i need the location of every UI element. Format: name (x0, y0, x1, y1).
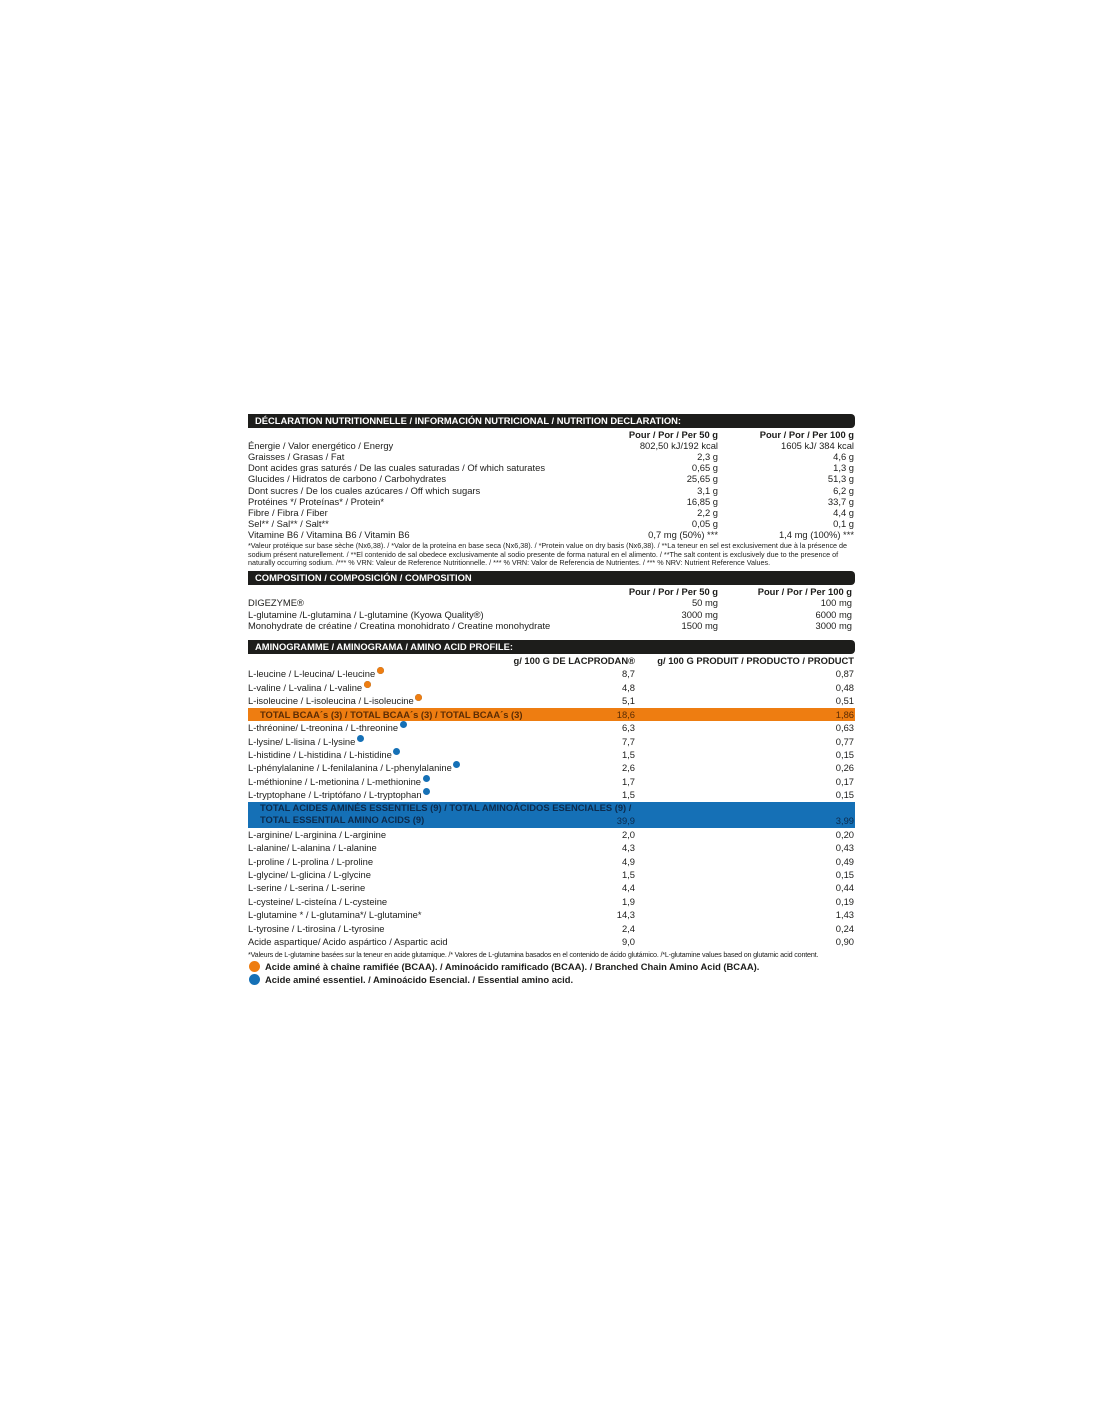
row-value-2: 0,24 (835, 922, 854, 934)
row-label: L-glycine/ L-glicina / L-glycine (248, 869, 371, 881)
table-row (248, 681, 855, 694)
row-value-1: 3000 mg (681, 608, 718, 620)
row-label: L-phénylalanine / L-fenilalanina / L-phenylalanine (248, 761, 452, 774)
row-value-1: 5,1 (621, 695, 635, 707)
row-label: Dont acides gras saturés / De las cuales saturadas / Of which saturates (248, 462, 546, 474)
row-label: L-arginine/ L-arginina / L-arginine (248, 828, 387, 840)
total-bcaa-row (248, 708, 855, 721)
row-value-2: 0,48 (835, 681, 854, 693)
row-value-2: 0,44 (835, 882, 854, 894)
row-value-2: 4,6 g (833, 451, 854, 463)
row-label: L-cysteine/ L-cisteína / L-cysteine (248, 895, 388, 907)
row-value-1: 3,1 g (697, 484, 718, 496)
row-value-1: 1,5 (621, 748, 635, 760)
row-value-1: 0,65 g (691, 462, 718, 474)
row-value-2: 6000 mg (815, 608, 852, 620)
legend-bcaa (248, 960, 855, 973)
composition-rows (248, 597, 855, 631)
nutrition-label (248, 414, 855, 986)
row-value-2: 0,15 (835, 748, 854, 760)
row-value-2: 3000 mg (815, 619, 852, 631)
row-label: L-tryptophane / L-triptófano / L-tryptophan (248, 788, 422, 801)
row-value-2: 0,77 (835, 735, 854, 747)
composition-column-headers (248, 585, 855, 597)
row-label: TOTAL ACIDES AMINÉS ESSENTIELS (9) / TOTAL AMINOÁCIDOS ESENCIALES (9) / TOTAL ESSENTIAL AMINO ACIDS (9) (260, 801, 632, 826)
row-value-1: 7,7 (621, 735, 635, 747)
row-value-1: 1500 mg (681, 619, 718, 631)
row-value-1: 1,5 (621, 789, 635, 801)
row-label: Dont sucres / De los cuales azúcares / Off which sugars (248, 484, 481, 496)
row-value-2: 4,4 g (833, 506, 854, 518)
table-row (248, 895, 855, 908)
row-value-2: 0,17 (835, 775, 854, 787)
row-value-2: 0,90 (835, 936, 854, 948)
row-label: L-méthionine / L-metionina / L-methionine (248, 775, 421, 788)
orange-dot-icon (249, 961, 260, 972)
nutrition-footnote: *Valeur protéique sur base sèche (Nx6,38). / *Valor de la proteína en base seca (Nx6,38). / *Protein value on dry basis (Nx6,38). / **La teneur en sel est exclusivement due à la présence de sodium présent naturellement. / **El contenido de sal obedece exclusivamente al sodio presente de forma natural en el alimento. / **The salt content is exclusively due to the presence of naturally occurring sodium. /*** % VRN: Valeur de Reference Nutritionnelle. / *** % VRN: Valor de Referencia de Nutrientes. / *** % NRV: Nutrient Reference Values. (248, 541, 848, 567)
row-value-2: 0,26 (835, 762, 854, 774)
row-label: Vitamine B6 / Vitamina B6 / Vitamin B6 (248, 529, 410, 541)
row-value-1: 2,6 (621, 762, 635, 774)
orange-dot-icon (377, 667, 384, 674)
row-label: L-lysine/ L-lisina / L-lysine (248, 735, 355, 748)
row-value-1: 14,3 (616, 909, 635, 921)
legend-bcaa-text: Acide aminé à chaîne ramifiée (BCAA). / Aminoácido ramificado (BCAA). / Branched Chain Amino Acid (BCAA). (265, 960, 760, 972)
col-per-100g-product: g/ 100 G PRODUIT / PRODUCTO / PRODUCT (657, 655, 854, 667)
row-label: Monohydrate de créatine / Creatina monohidrato / Creatine monohydrate (248, 619, 551, 631)
table-row (248, 496, 855, 507)
row-value-2: 0,49 (835, 855, 854, 867)
amino-rows (248, 667, 855, 948)
blue-dot-icon (453, 761, 460, 768)
table-row (248, 451, 855, 462)
row-value-2: 1,4 mg (100%) *** (778, 529, 854, 541)
table-row (248, 667, 855, 680)
table-row (248, 597, 855, 608)
row-value-1: 39,9 (616, 814, 635, 826)
row-label: Protéines */ Proteínas* / Protein* (248, 495, 385, 507)
row-label: L-tyrosine / L-tirosina / L-tyrosine (248, 922, 385, 934)
blue-dot-icon (400, 721, 407, 728)
row-label: L-glutamine * / L-glutamina*/ L-glutamine* (248, 909, 422, 921)
row-value-2: 0,43 (835, 842, 854, 854)
legend-essential-text: Acide aminé essentiel. / Aminoácido Esencial. / Essential amino acid. (265, 973, 574, 985)
row-value-2: 0,87 (835, 668, 854, 680)
table-row (248, 609, 855, 620)
col-per-50g: Pour / Por / Per 50 g (628, 429, 718, 440)
row-value-2: 0,19 (835, 895, 854, 907)
row-label: L-leucine / L-leucina/ L-leucine (248, 667, 375, 680)
row-label: DIGEZYME® (248, 597, 304, 609)
row-value-1: 18,6 (616, 708, 635, 720)
row-label: L-alanine/ L-alanina / L-alanine (248, 842, 377, 854)
composition-header: COMPOSITION / COMPOSICIÓN / COMPOSITION (248, 571, 855, 585)
table-row (248, 841, 855, 854)
row-value-1: 0,05 g (691, 517, 718, 529)
row-value-1: 1,5 (621, 869, 635, 881)
nutrition-column-headers (248, 428, 855, 440)
blue-dot-icon (423, 775, 430, 782)
row-value-1: 1,7 (621, 775, 635, 787)
row-value-1: 6,3 (621, 722, 635, 734)
table-row (248, 473, 855, 484)
row-label: L-valine / L-valina / L-valine (248, 681, 362, 694)
row-label: Glucides / Hidratos de carbono / Carbohydrates (248, 473, 447, 485)
table-row (248, 440, 855, 451)
row-value-1: 4,4 (621, 882, 635, 894)
col-per-50g: Pour / Por / Per 50 g (628, 586, 718, 598)
row-value-2: 1,86 (835, 708, 854, 720)
row-value-1: 802,50 kJ/192 kcal (639, 440, 718, 451)
table-row (248, 761, 855, 774)
legend-essential (248, 973, 855, 986)
table-row (248, 529, 855, 540)
row-value-1: 2,0 (621, 828, 635, 840)
orange-dot-icon (364, 681, 371, 688)
row-value-1: 4,3 (621, 842, 635, 854)
amino-footnote: *Valeurs de L-glutamine basées sur la teneur en acide glutamique. /* Valores de L-glutamina basados en el contenido de ácido glutámico. /*L-glutamine values based on glutamic acid content. (248, 949, 819, 959)
table-row (248, 694, 855, 707)
table-row (248, 908, 855, 921)
blue-dot-icon (393, 748, 400, 755)
row-label: TOTAL BCAA´s (3) / TOTAL BCAA´s (3) / TOTAL BCAA´s (3) (260, 708, 523, 720)
table-row (248, 922, 855, 935)
row-label: L-histidine / L-histidina / L-histidine (248, 748, 392, 761)
row-value-2: 0,51 (835, 695, 854, 707)
row-value-2: 1605 kJ/ 384 kcal (781, 440, 854, 451)
table-row (248, 868, 855, 881)
table-row (248, 620, 855, 631)
row-label: Sel** / Sal** / Salt** (248, 517, 329, 529)
blue-dot-icon (423, 788, 430, 795)
table-row (248, 855, 855, 868)
row-value-2: 0,15 (835, 789, 854, 801)
total-essential-row (248, 802, 855, 828)
row-label: Fibre / Fibra / Fiber (248, 506, 328, 518)
table-row (248, 881, 855, 894)
row-value-1: 25,65 g (686, 473, 718, 485)
row-value-2: 0,63 (835, 722, 854, 734)
row-label: L-serine / L-serina / L-serine (248, 882, 366, 894)
amino-column-headers (248, 654, 855, 667)
row-value-1: 9,0 (621, 936, 635, 948)
table-row (248, 788, 855, 801)
row-value-2: 1,43 (835, 909, 854, 921)
row-label: Graisses / Grasas / Fat (248, 451, 345, 463)
row-value-2: 1,3 g (833, 462, 854, 474)
row-value-2: 6,2 g (833, 484, 854, 496)
row-value-1: 1,9 (621, 895, 635, 907)
orange-dot-icon (415, 694, 422, 701)
row-label: Acide aspartique/ Acido aspártico / Aspartic acid (248, 936, 448, 948)
row-value-1: 2,2 g (697, 506, 718, 518)
row-value-2: 0,1 g (833, 517, 854, 529)
table-row (248, 748, 855, 761)
nutrition-rows (248, 440, 855, 540)
row-value-1: 2,3 g (697, 451, 718, 463)
row-value-2: 100 mg (820, 597, 852, 609)
col-per-100g: Pour / Por / Per 100 g (757, 586, 852, 598)
row-value-2: 33,7 g (827, 495, 854, 507)
table-row (248, 507, 855, 518)
row-value-2: 3,99 (835, 814, 854, 826)
table-row (248, 935, 855, 948)
row-value-1: 50 mg (691, 597, 718, 609)
row-value-1: 0,7 mg (50%) *** (648, 529, 718, 541)
row-value-1: 16,85 g (686, 495, 718, 507)
row-value-2: 51,3 g (827, 473, 854, 485)
row-value-2: 0,15 (835, 869, 854, 881)
table-row (248, 462, 855, 473)
table-row (248, 518, 855, 529)
row-label: L-glutamine /L-glutamina / L-glutamine (Kyowa Quality®) (248, 608, 484, 620)
table-row (248, 735, 855, 748)
table-row (248, 775, 855, 788)
row-label: L-isoleucine / L-isoleucina / L-isoleucine (248, 694, 414, 707)
col-per-100g-lacprodan: g/ 100 G DE LACPRODAN® (513, 655, 635, 667)
table-row (248, 721, 855, 734)
amino-header: AMINOGRAMME / AMINOGRAMA / AMINO ACID PROFILE: (248, 640, 855, 654)
blue-dot-icon (357, 735, 364, 742)
row-value-1: 4,9 (621, 855, 635, 867)
row-value-1: 8,7 (621, 668, 635, 680)
row-value-1: 4,8 (621, 681, 635, 693)
row-value-2: 0,20 (835, 828, 854, 840)
row-label: L-thréonine/ L-treonina / L-threonine (248, 721, 398, 734)
row-label: Énergie / Valor energético / Energy (248, 440, 394, 451)
row-label: L-proline / L-prolina / L-proline (248, 855, 374, 867)
col-per-100g: Pour / Por / Per 100 g (759, 429, 854, 440)
table-row (248, 828, 855, 841)
blue-dot-icon (249, 974, 260, 985)
table-row (248, 485, 855, 496)
row-value-1: 2,4 (621, 922, 635, 934)
nutrition-header: DÉCLARATION NUTRITIONNELLE / INFORMACIÓN NUTRICIONAL / NUTRITION DECLARATION: (248, 414, 855, 428)
